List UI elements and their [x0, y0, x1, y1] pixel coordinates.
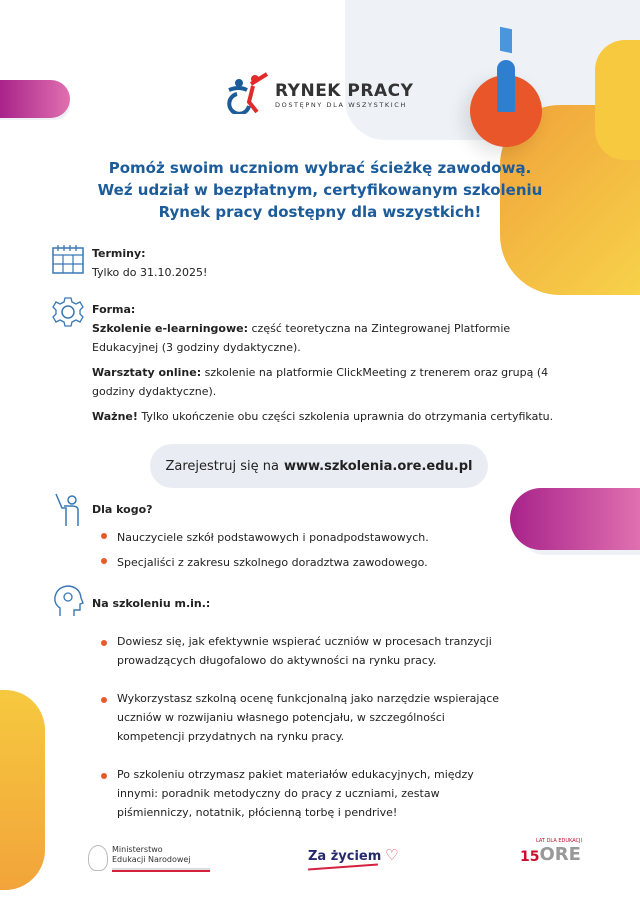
speech-bubble-icon — [500, 27, 512, 54]
forma-heading: Forma: — [92, 303, 136, 316]
headline — [0, 157, 640, 223]
decor-magenta-pill-left — [0, 80, 70, 118]
register-text: Zarejestruj się na — [165, 458, 279, 474]
list-item: Nauczyciele szkół podstawowych i ponadpodstawowych. — [92, 525, 562, 550]
terminy-text: Tylko do 31.10.2025! — [92, 266, 208, 279]
list-item: Wykorzystasz szkolną ocenę funkcjonalną jako narzędzie wspierające uczniów w rozwijaniu własnego potencjału, w szczególności kompetencji przydatnych na rynku pracy. — [92, 689, 512, 746]
ore-tag: LAT DLA EDUKACJI — [536, 838, 582, 844]
na-szkoleniu-heading: Na szkoleniu m.in.: — [92, 597, 211, 610]
list-item: Dowiesz się, jak efektywnie wspierać uczniów w procesach tranzycji prowadzących długofalowo do aktywności na rynku pracy. — [92, 632, 512, 670]
register-banner[interactable] — [150, 444, 488, 488]
person-figure-icon — [497, 60, 515, 112]
gear-icon — [52, 296, 84, 331]
headline-line: Weź udział w bezpłatnym, certyfikowanym szkoleniu — [97, 181, 543, 199]
headline-line: Pomóż swoim uczniom wybrać ścieżkę zawodową. — [108, 159, 532, 177]
head-gear-icon — [52, 584, 84, 621]
decor-yellow-shape-2 — [595, 40, 640, 160]
logo-subtitle: DOSTĘPNY DLA WSZYSTKICH — [275, 101, 407, 109]
heart-icon: ♡ — [384, 846, 399, 864]
forma-important: Ważne! Tylko ukończenie obu części szkolenia uprawnia do otrzymania certyfikatu. — [92, 410, 554, 423]
ore-logo — [520, 838, 582, 864]
forma-elearning: Szkolenie e-learningowe: część teoretyczna na Zintegrowanej Platformie Edukacyjnej (3 godziny dydaktyczne). — [92, 322, 511, 354]
eagle-emblem-icon — [88, 845, 108, 871]
raised-hand-person-icon — [52, 492, 86, 531]
za-zyciem-text: Za życiem — [308, 849, 382, 864]
men-line: Ministerstwo — [112, 845, 163, 854]
men-logo — [88, 845, 210, 872]
list-item: Specjaliści z zakresu szkolnego doradztwa zawodowego. — [92, 550, 562, 575]
rynek-pracy-logo-icon — [227, 72, 272, 114]
forma-workshops: Warsztaty online: szkolenie na platformie ClickMeeting z trenerem oraz grupą (4 godziny dydaktyczne). — [92, 366, 549, 398]
za-zyciem-logo — [308, 846, 398, 868]
ore-15: 15 — [520, 849, 540, 865]
logo-title: RYNEK PRACY — [275, 81, 414, 101]
men-line: Edukacji Narodowej — [112, 855, 191, 864]
dla-kogo-heading: Dla kogo? — [92, 503, 153, 516]
decor-yellow-shape-bottom — [0, 690, 45, 890]
list-item: Po szkoleniu otrzymasz pakiet materiałów edukacyjnych, między innymi: poradnik metodyczny do pracy z uczniami, zestaw piśmienniczy, notatnik, płócienną torbę i pendrive! — [92, 765, 512, 822]
calendar-icon — [52, 244, 84, 277]
ore-text: ORE — [539, 844, 581, 865]
register-link[interactable]: www.szkolenia.ore.edu.pl — [283, 458, 473, 474]
headline-line: Rynek pracy dostępny dla wszystkich! — [158, 203, 482, 221]
terminy-heading: Terminy: — [92, 247, 146, 260]
